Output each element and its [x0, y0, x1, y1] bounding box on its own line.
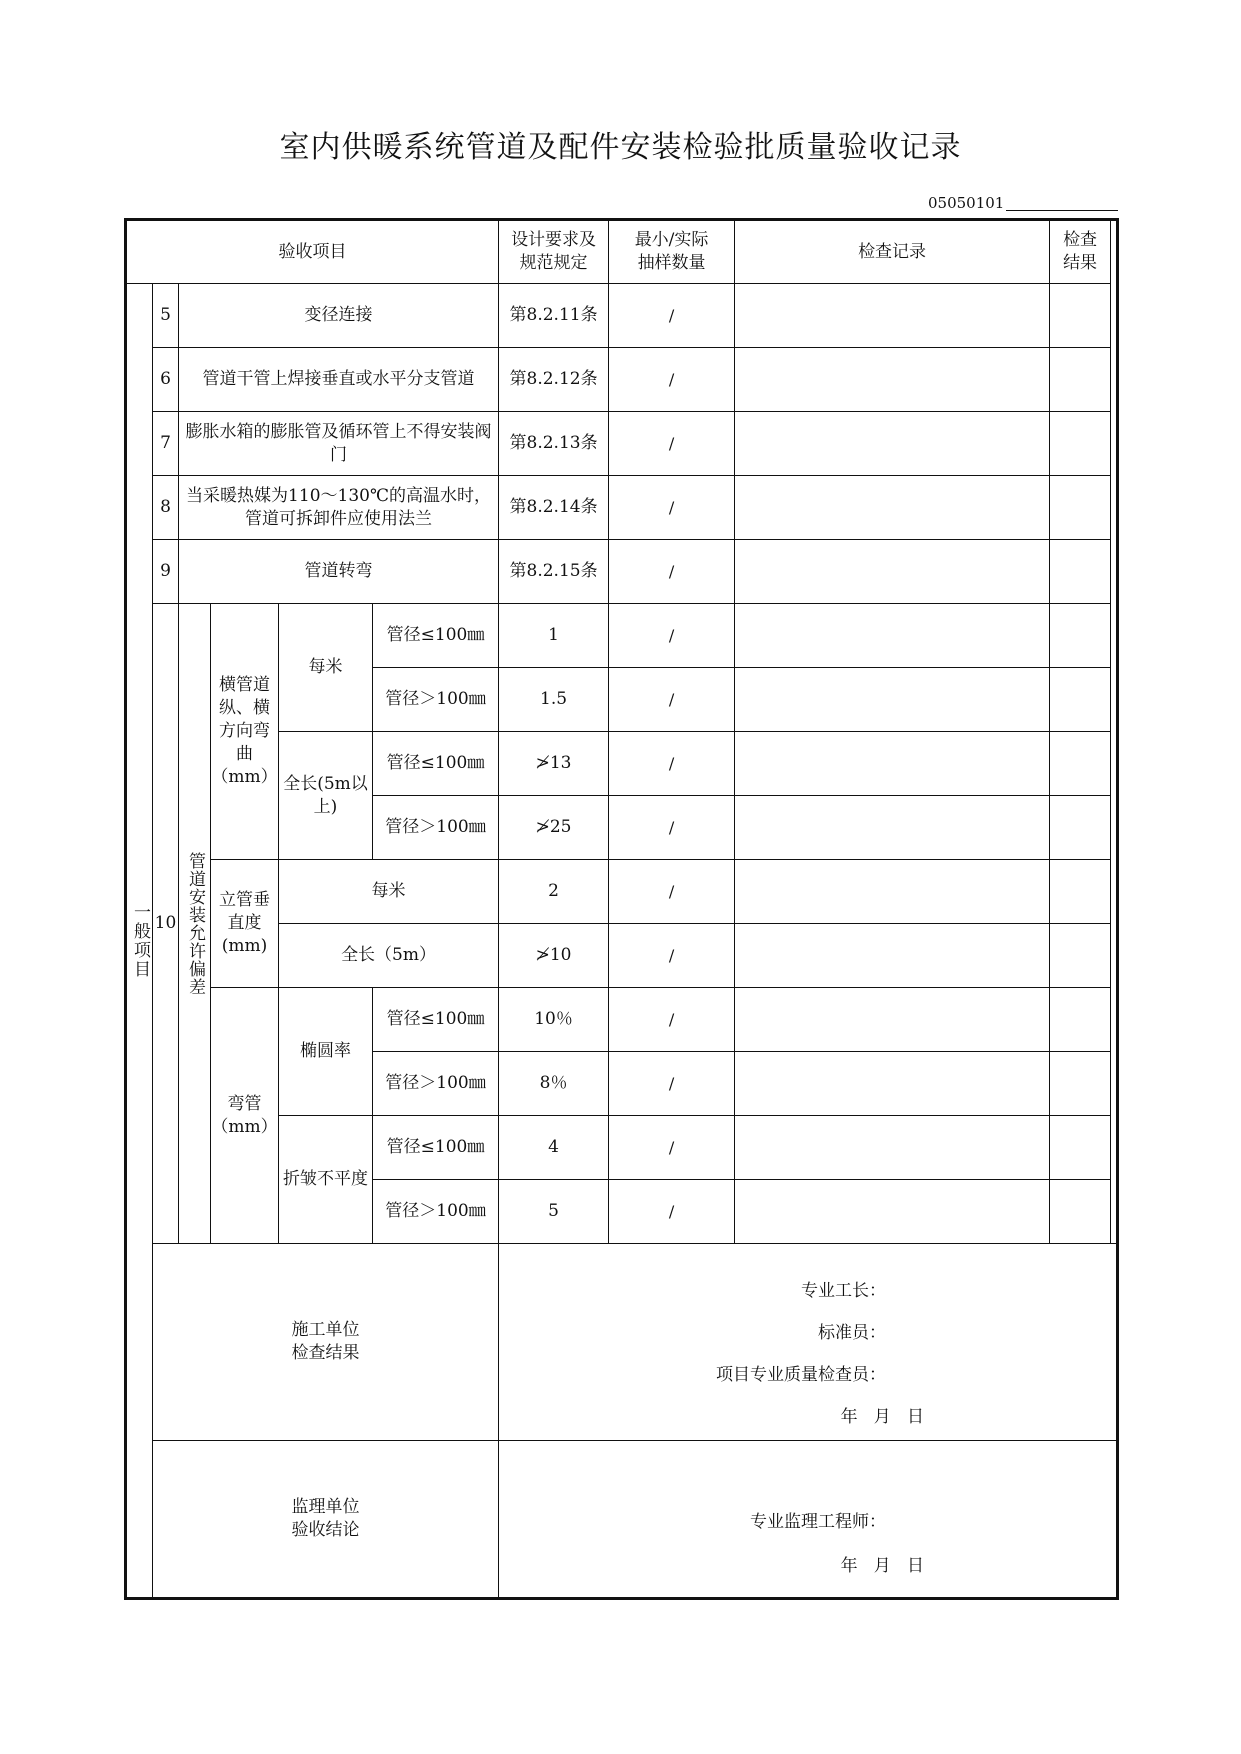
row-result-cell[interactable] — [1050, 284, 1111, 348]
construction-label: 施工单位 检查结果 — [153, 1244, 499, 1441]
row-number: 7 — [153, 412, 179, 476]
tolerance-value: 10％ — [499, 988, 609, 1052]
condition: 每米 — [279, 860, 499, 924]
condition: 管径＞100㎜ — [373, 668, 499, 732]
deviation-group-label: 管道安装允许偏差 — [179, 604, 211, 1244]
row-number: 5 — [153, 284, 179, 348]
row-record-cell[interactable] — [735, 476, 1050, 540]
tolerance-value: ≯13 — [499, 732, 609, 796]
row-spec: 第8.2.13条 — [499, 412, 609, 476]
row-number: 10 — [153, 604, 179, 1244]
row-record-cell[interactable] — [735, 988, 1050, 1052]
row-result-cell[interactable] — [1050, 796, 1111, 860]
row-record-cell[interactable] — [735, 540, 1050, 604]
row-sample: / — [609, 540, 735, 604]
tolerance-value: 1 — [499, 604, 609, 668]
row-sample: / — [609, 476, 735, 540]
table-row — [126, 540, 1118, 604]
row-record-cell[interactable] — [735, 348, 1050, 412]
table-row — [126, 988, 1118, 1052]
condition: 管径≤100㎜ — [373, 988, 499, 1052]
form-code-underline — [1006, 210, 1118, 211]
row-number: 8 — [153, 476, 179, 540]
tolerance-value: 2 — [499, 860, 609, 924]
header-row — [126, 220, 1118, 284]
foreman-label: 专业工长： — [801, 1281, 886, 1301]
header-spec: 设计要求及 规范规定 — [499, 220, 609, 284]
construction-signature-area[interactable] — [499, 1244, 1118, 1441]
row-result-cell[interactable] — [1050, 924, 1111, 988]
table-row — [126, 604, 1118, 668]
condition: 管径≤100㎜ — [373, 604, 499, 668]
per-meter-label: 每米 — [279, 604, 373, 732]
tolerance-value: ≯25 — [499, 796, 609, 860]
row-result-cell[interactable] — [1050, 1116, 1111, 1180]
row-description: 膨胀水箱的膨胀管及循环管上不得安装阀门 — [179, 412, 499, 476]
row-sample: / — [609, 668, 735, 732]
row-sample: / — [609, 988, 735, 1052]
tolerance-value: 8％ — [499, 1052, 609, 1116]
row-result-cell[interactable] — [1050, 1180, 1111, 1244]
row-description: 管道干管上焊接垂直或水平分支管道 — [179, 348, 499, 412]
supervision-label: 监理单位 验收结论 — [153, 1441, 499, 1599]
standard-label: 标准员： — [818, 1323, 886, 1343]
tolerance-value: 5 — [499, 1180, 609, 1244]
row-record-cell[interactable] — [735, 924, 1050, 988]
construction-date: 年 月 日 — [840, 1407, 924, 1427]
condition: 管径＞100㎜ — [373, 796, 499, 860]
table-row — [126, 348, 1118, 412]
row-sample: / — [609, 796, 735, 860]
condition: 管径＞100㎜ — [373, 1052, 499, 1116]
row-sample: / — [609, 1180, 735, 1244]
row-result-cell[interactable] — [1050, 668, 1111, 732]
table-row — [126, 412, 1118, 476]
row-record-cell[interactable] — [735, 1116, 1050, 1180]
construction-row — [126, 1244, 1118, 1441]
inspector-label: 项目专业质量检查员： — [716, 1365, 886, 1385]
row-record-cell[interactable] — [735, 860, 1050, 924]
full-length-label: 全长(5m以上) — [279, 732, 373, 860]
row-sample: / — [609, 732, 735, 796]
row-record-cell[interactable] — [735, 668, 1050, 732]
row-sample: / — [609, 924, 735, 988]
row-result-cell[interactable] — [1050, 732, 1111, 796]
inspection-table — [124, 218, 1119, 1600]
row-sample: / — [609, 860, 735, 924]
bend-label: 弯管（mm） — [211, 988, 279, 1244]
row-description: 当采暖热媒为110～130℃的高温水时，管道可拆卸件应使用法兰 — [179, 476, 499, 540]
supervision-row — [126, 1441, 1118, 1599]
condition: 管径≤100㎜ — [373, 732, 499, 796]
header-item: 验收项目 — [126, 220, 499, 284]
row-sample: / — [609, 1052, 735, 1116]
row-description: 管道转弯 — [179, 540, 499, 604]
table-row — [126, 860, 1118, 924]
tolerance-value: 4 — [499, 1116, 609, 1180]
row-spec: 第8.2.14条 — [499, 476, 609, 540]
tolerance-value: ≯10 — [499, 924, 609, 988]
row-number: 9 — [153, 540, 179, 604]
tolerance-value: 1.5 — [499, 668, 609, 732]
row-record-cell[interactable] — [735, 412, 1050, 476]
form-code: 05050101 — [928, 194, 1005, 212]
row-sample: / — [609, 604, 735, 668]
row-result-cell[interactable] — [1050, 860, 1111, 924]
row-result-cell[interactable] — [1050, 604, 1111, 668]
row-sample: / — [609, 1116, 735, 1180]
page-title: 室内供暖系统管道及配件安装检验批质量验收记录 — [279, 130, 962, 165]
row-result-cell[interactable] — [1050, 348, 1111, 412]
table-row — [126, 284, 1118, 348]
header-result: 检查 结果 — [1050, 220, 1111, 284]
row-record-cell[interactable] — [735, 1180, 1050, 1244]
row-sample: / — [609, 412, 735, 476]
row-record-cell[interactable] — [735, 732, 1050, 796]
table-row — [126, 476, 1118, 540]
row-spec: 第8.2.15条 — [499, 540, 609, 604]
wrinkle-label: 折皱不平度 — [279, 1116, 373, 1244]
category-label: 一般项目 — [126, 284, 153, 1599]
vertical-label: 立管垂直度(mm) — [211, 860, 279, 988]
row-result-cell[interactable] — [1050, 988, 1111, 1052]
row-record-cell[interactable] — [735, 796, 1050, 860]
header-record: 检查记录 — [735, 220, 1050, 284]
ovality-label: 椭圆率 — [279, 988, 373, 1116]
row-result-cell[interactable] — [1050, 412, 1111, 476]
horizontal-label: 横管道纵、横方向弯曲（mm） — [211, 604, 279, 860]
row-record-cell[interactable] — [735, 1052, 1050, 1116]
condition: 管径＞100㎜ — [373, 1180, 499, 1244]
engineer-label: 专业监理工程师： — [750, 1512, 886, 1532]
supervision-date: 年 月 日 — [840, 1556, 924, 1576]
row-description: 变径连接 — [179, 284, 499, 348]
row-result-cell[interactable] — [1050, 1052, 1111, 1116]
row-record-cell[interactable] — [735, 604, 1050, 668]
row-sample: / — [609, 284, 735, 348]
row-sample: / — [609, 348, 735, 412]
row-result-cell[interactable] — [1050, 540, 1111, 604]
condition: 全长（5m） — [279, 924, 499, 988]
header-sample: 最小/实际 抽样数量 — [609, 220, 735, 284]
condition: 管径≤100㎜ — [373, 1116, 499, 1180]
row-record-cell[interactable] — [735, 284, 1050, 348]
row-number: 6 — [153, 348, 179, 412]
supervision-signature-area[interactable] — [499, 1441, 1118, 1599]
row-result-cell[interactable] — [1050, 476, 1111, 540]
row-spec: 第8.2.12条 — [499, 348, 609, 412]
row-spec: 第8.2.11条 — [499, 284, 609, 348]
